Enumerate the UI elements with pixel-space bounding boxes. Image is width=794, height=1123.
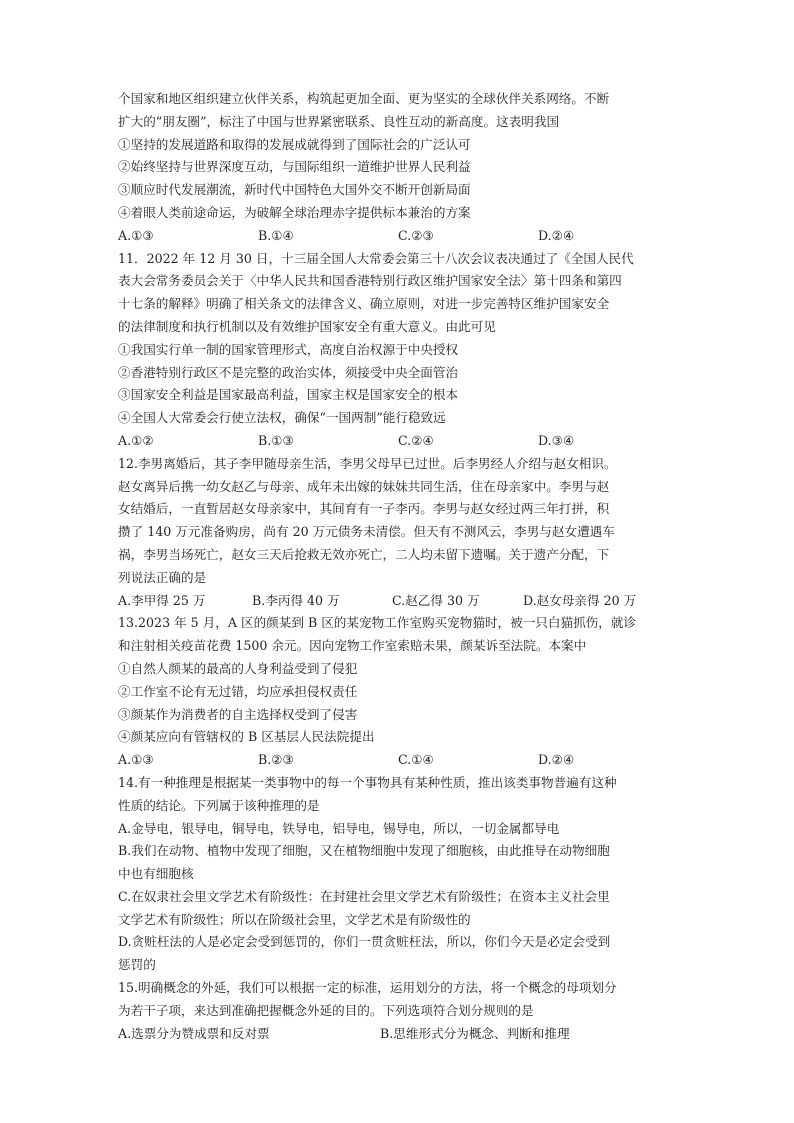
question-10 [118, 88, 676, 248]
question-text-line: 赵女离异后携一幼女赵乙与母亲、成年未出嫁的妹妹共同生活，住在母亲家中。李男与赵 [118, 478, 610, 494]
statement-item: ③国家安全利益是国家最高利益，国家主权是国家安全的根本 [118, 387, 459, 403]
statement-item: ①我国实行单一制的国家管理形式，高度自治权源于中央授权 [118, 341, 459, 357]
question-text-line: 12.李男离婚后，其子李甲随母亲生活，李男父母早已过世。后李男经人介绍与赵女相识。 [118, 455, 617, 471]
option-a: A.①③ [118, 752, 154, 768]
option-c: C.赵乙得 30 万 [392, 592, 480, 608]
question-15 [118, 977, 676, 1045]
option-d: D.②④ [538, 752, 575, 768]
option-c: C.②③ [398, 227, 434, 243]
statement-item: ④着眼人类前途命运，为破解全球治理赤字提供标本兼治的方案 [118, 204, 471, 220]
option-a: A.李甲得 25 万 [118, 592, 206, 608]
answer-options [118, 430, 676, 453]
statement-item: ②始终坚持与世界深度互动，与国际组织一道维护世界人民利益 [118, 159, 471, 175]
option-d: D.③④ [538, 432, 575, 448]
statement-item: ③顺应时代发展潮流，新时代中国特色大国外交不断开创新局面 [118, 182, 471, 198]
question-text-line: 攒了 140 万元准备购房，尚有 20 万元债务未清偿。但天有不测风云，李男与赵女遭遇车 [118, 524, 615, 540]
option-b: B.思维形式分为概念、判断和推理 [380, 1025, 570, 1041]
question-text-line: 为若干子项，来达到准确把握概念外延的目的。下列选项符合划分规则的是 [118, 1002, 534, 1018]
option-b: B.李丙得 40 万 [252, 592, 340, 608]
statement-item: ①自然人颜某的最高的人身利益受到了侵犯 [118, 660, 358, 676]
question-text-line: 13.2023 年 5 月，A 区的颜某到 B 区的某宠物工作室购买宠物猫时，被一只白猫抓伤，就诊 [118, 615, 637, 631]
answer-options [118, 590, 676, 613]
question-text-line: 表大会常务委员会关于〈中华人民共和国香港特别行政区维护国家安全法〉第十四条和第四 [118, 273, 622, 289]
option-a: A.选票分为赞成票和反对票 [118, 1025, 270, 1041]
choice-line: B.我们在动物、植物中发现了细胞，又在植物细胞中发现了细胞核，由此推导在动物细胞 [118, 843, 610, 859]
answer-options [118, 749, 676, 772]
statement-item: ④全国人大常委会行使立法权，确保“一国两制”能行稳致远 [118, 410, 446, 426]
question-text-line: 十七条的解释》明确了相关条文的法律含义、确立原则，对进一步完善特区维护国家安全 [118, 296, 610, 312]
question-text-line: 扩大的“朋友圈”，标注了中国与世界紧密联系、良性互动的新高度。这表明我国 [118, 113, 560, 129]
choice-line: 惩罚的 [118, 957, 156, 973]
answer-options [118, 1023, 676, 1046]
statement-item: ①坚持的发展道路和取得的发展成就得到了国际社会的广泛认可 [118, 136, 471, 152]
question-text-line: 14.有一种推理是根据某一类事物中的每一个事物具有某种性质，推出该类事物普遍有这种 [118, 774, 617, 790]
option-b: B.①③ [258, 432, 294, 448]
question-13 [118, 612, 676, 772]
choice-line: 文学艺术有阶级性；所以在阶级社会里，文学艺术是有阶级性的 [118, 911, 471, 927]
choice-line: 中也有细胞核 [118, 866, 194, 882]
option-b: B.②③ [258, 752, 294, 768]
question-text-line: 15.明确概念的外延，我们可以根据一定的标准，运用划分的方法，将一个概念的母项划分 [118, 980, 617, 996]
choice-line: A.金导电，银导电，铜导电，铁导电，铝导电，锡导电，所以，一切金属都导电 [118, 820, 560, 836]
option-d: D.赵女母亲得 20 万 [523, 592, 637, 608]
option-d: D.②④ [538, 227, 575, 243]
question-text-line: 性质的结论。下列属于该种推理的是 [118, 797, 320, 813]
question-11 [118, 248, 676, 453]
option-c: C.①④ [398, 752, 434, 768]
question-text-line: 列说法正确的是 [118, 569, 207, 585]
question-text-line: 女结婚后，一直暂居赵女母亲家中，其间育有一子李丙。李男与赵女经过两三年打拼，积 [118, 501, 610, 517]
option-a: A.①③ [118, 227, 154, 243]
question-12 [118, 453, 676, 613]
exam-page [118, 88, 676, 1045]
option-b: B.①④ [258, 227, 294, 243]
statement-item: ②工作室不论有无过错，均应承担侵权责任 [118, 683, 358, 699]
question-text-line: 11．2022 年 12 月 30 日，十三届全国人大常委会第三十八次会议表决通过了《全国人民代 [118, 250, 634, 266]
option-a: A.①② [118, 432, 154, 448]
question-text-line: 个国家和地区组织建立伙伴关系，构筑起更加全面、更为坚实的全球伙伴关系网络。不断 [118, 91, 610, 106]
answer-options [118, 225, 676, 248]
option-c: C.②④ [398, 432, 434, 448]
choice-line: C.在奴隶社会里文学艺术有阶级性：在封建社会里文学艺术有阶级性；在资本主义社会里 [118, 888, 610, 904]
question-text-line: 的法律制度和执行机制以及有效维护国家安全有重大意义。由此可见 [118, 318, 496, 334]
statement-item: ③颜某作为消费者的自主选择权受到了侵害 [118, 706, 358, 722]
statement-item: ②香港特别行政区不是完整的政治实体，须接受中央全面管治 [118, 364, 459, 380]
statement-item: ④颜某应向有管辖权的 B 区基层人民法院提出 [118, 729, 375, 745]
question-text-line: 祸，李男当场死亡，赵女三天后抢救无效亦死亡，二人均未留下遗嘱。关于遗产分配，下 [118, 546, 610, 562]
question-text-line: 和注射相关疫苗花费 1500 余元。因向宠物工作室索赔未果，颜某诉至法院。本案中 [118, 638, 587, 654]
question-14 [118, 772, 676, 977]
choice-line: D.贪赃枉法的人是必定会受到惩罚的，你们一贯贪赃枉法，所以，你们今天是必定会受到 [118, 934, 611, 950]
